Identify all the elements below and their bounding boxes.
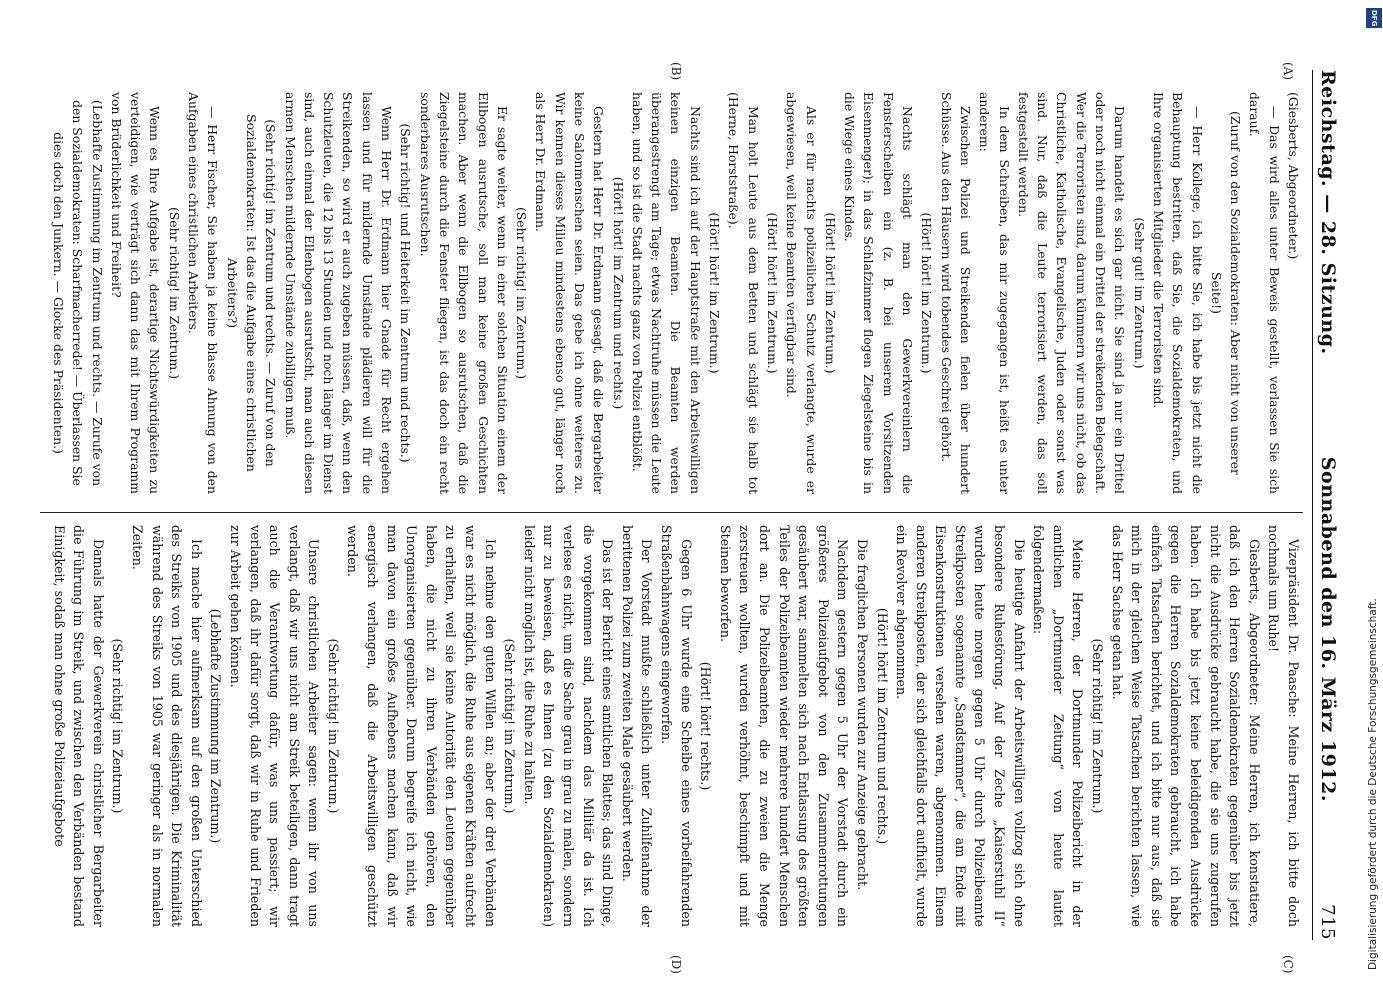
paragraph: Nachts sind ich auf der Hauptstraße mit den Arbeitswilligen keinen einzigen Beamten. Die Beamten werden überangestrengt am Tage; etwas Nachtruhe müssen die Leute haben, und so ist die Stadt nachts ganz von Polizei entblößt. bbox=[629, 92, 703, 494]
paragraph: Zwischen Polizei und Streikenden fielen über hundert Schüsse. Aus den Häusern wird tobendes Geschrei gehört. bbox=[938, 92, 973, 494]
page-header bbox=[1317, 70, 1351, 940]
interjection: (Hört! hört! im Zentrum und rechts.) bbox=[610, 176, 626, 410]
header-date: Sonnabend den 16. März 1912. bbox=[1317, 456, 1339, 802]
paragraph: Man holt Leute aus dem Betten und schlägt sie halb tot (Herne, Horststraße). bbox=[726, 92, 761, 494]
column-divider bbox=[40, 512, 1303, 513]
paragraph: Gegen 6 Uhr wurde eine Scheibe eines vorbeifahrenden Straßenbahnwagens eingeworfen. bbox=[659, 525, 694, 927]
interjection: (Hört! hört! im Zentrum.) bbox=[707, 212, 723, 374]
interjection: (Sehr richtig! und Heiterkeit im Zentrum und rechts.) bbox=[398, 123, 414, 463]
paragraph: Als er für nachts polizeilichen Schutz verlangte, wurde er abgewiesen, weil keine Beamten verfügbar sind. bbox=[784, 92, 819, 494]
paragraph: — Herr Fischer, Sie haben ja keine blasse Ahnung von den Aufgaben eines christlichen Arbeiters. bbox=[186, 92, 221, 494]
paragraph: Das ist der Bericht eines amtlichen Blattes; das sind Dinge, die vorgekommen sind, nachdem das Militär da ist. Ich verlese es nicht, um die Sache grau in grau zu malen, sondern nur zu beweisen, daß es Ihnen (zu den Sozialdemokraten) leider nicht möglich ist, die Ruhe zu halten. bbox=[521, 525, 616, 927]
paragraph: Er sagte weiter, wenn in einer solchen Situation einem der Ellbogen ausrutsche, soll man keine großen Geschichten machen. Aber wenn die Ellbogen so ausrutschen, daß die Ziegelsteine durch die Fenster fliegen, ist das doch ein recht sonderbares Ausrutschen. bbox=[417, 92, 510, 494]
interjection: (Lebhafte Zustimmung im Zentrum und rechts. — Zurufe von den Sozialdemokraten: Scharfmacherrede! — Überlassen Sie dies doch den Junkern. — Glocke des Präsidenten.) bbox=[51, 99, 105, 487]
paragraph: Vizepräsident Dr. Paasche: Meine Herren, ich bitte doch nochmals um Ruhe! bbox=[1266, 525, 1301, 927]
interjection: (Sehr gut! im Zentrum.) bbox=[1131, 217, 1147, 369]
paragraph: Unsere christlichen Arbeiter sagen: wenn ihr von uns verlangt, daß wir uns nicht am Streik beteiligen, dann tragt auch die Verantwortung dafür, was uns passiert; wir verlangen, daß ihr dafür sorgt, daß wir in Ruhe und Frieden zur Arbeit gehen können. bbox=[227, 525, 322, 927]
paragraph: (Giesberts, Abgeordneter.) bbox=[1286, 92, 1301, 260]
margin-mark-a: (A) bbox=[1281, 62, 1295, 81]
margin-mark-b: (B) bbox=[669, 62, 683, 81]
paragraph: Wenn Herr Dr. Erdmann hier Gnade für Recht ergehen lassen und für mildernde Umstände plädieren will für die Streikenden, so wird er auch zugeben müssen, daß, wenn den Schutzleuten, die 12 bis 13 Stunden und noch länger im Dienst sind, auch einmal der Ellenbogen ausrutscht, man auch diesen armen Menschen mildernde Umstände zubilligen muß. bbox=[282, 92, 395, 494]
interjection: (Sehr richtig! im Zentrum.) bbox=[514, 206, 530, 380]
paragraph: Darum handelt es sich gar nicht. Sie sind ja nur ein Drittel oder noch nicht einmal ein Drittel der streikenden Belegschaft. Wer die Terroristen sind, darum kümmern wir uns nicht, ob das Christliche, Katholische, Evangelische, Juden oder sonst was sind. Nur, daß die Leute terrorisiert werden, das soll festgestellt werden. bbox=[1015, 92, 1128, 494]
interjection: (Hört! hört! im Zentrum.) bbox=[822, 212, 838, 374]
margin-mark-d: (D) bbox=[669, 955, 683, 974]
interjection: (Sehr richtig! im Zentrum.) bbox=[110, 638, 126, 814]
left-text-column bbox=[49, 92, 1303, 494]
margin-mark-c: (C) bbox=[1281, 955, 1295, 974]
paragraph: — Das wird alles unter Beweis gestellt, verlassen Sie sich darauf. bbox=[1247, 92, 1282, 494]
paragraph: Wenn es Ihre Aufgabe ist, derartige Nichtswürdigkeiten zu verteidigen, wie verträgt sich dann das mit Ihrem Programm von Brüderlichkeit und Freiheit? bbox=[108, 92, 163, 494]
interjection: (Hört! hört! im Zentrum.) bbox=[919, 212, 935, 374]
interjection: (Zuruf von den Sozialdemokraten: Aber nicht von unserer Seite!) bbox=[1208, 111, 1244, 475]
interjection: (Hört! hört! rechts.) bbox=[698, 661, 714, 791]
header-left: Reichstag. — 28. Sitzung. bbox=[1317, 70, 1339, 355]
paragraph: Giesberts, Abgeordneter: Meine Herren, ich konstatiere, daß ich den Herren Sozialdemokraten gegenüber bis jetzt nicht die Ausdrücke gebraucht habe, die sie uns zugerufen haben. Ich habe bis jetzt keine beleidigenden Ausdrücke gegen die Herren Sozialdemokraten gebraucht, ich habe einfach Tatsachen berichtet, und ich bitte nur aus, daß sie mich in der gleichen Weise Tatsachen berichten lassen, wie das Herr Sachse getan hat. bbox=[1109, 525, 1262, 927]
paragraph: In dem Schreiben, das mir zugegangen ist, heißt es unter anderem: bbox=[977, 92, 1012, 494]
interjection: (Sehr richtig! im Zentrum und rechts. — Zuruf von den Sozialdemokraten: Ist das die Aufgabe eines christlichen Arbeiters?) bbox=[224, 114, 279, 472]
interjection: (Hört! hört! im Zentrum und rechts.) bbox=[874, 607, 890, 845]
paragraph: Meine Herren, der Dortmunder Polizeibericht in der amtlichen „Dortmunder Zeitung“ von heute lautet folgendermaßen: bbox=[1031, 525, 1086, 927]
interjection: (Hört! hört! im Zentrum.) bbox=[764, 212, 780, 374]
interjection: (Sehr richtig! im Zentrum.) bbox=[502, 638, 518, 814]
paragraph: — Herr Kollege, ich bitte Sie, ich habe bis jetzt nicht die Behauptung bestritten, daß Sie, die Sozialdemokraten, und Ihre organisierten Mitglieder die Terroristen sind. bbox=[1150, 92, 1205, 494]
paragraph: Gestern hat Herr Dr. Erdmann gesagt, daß die Bergarbeiter keine Salonmenschen seien. Das gebe ich ohne weiteres zu. Wir kennen dieses Milieu mindestens ebenso gut, länger noch als Herr Dr. Erdmann. bbox=[533, 92, 607, 494]
interjection: (Lebhafte Zustimmung im Zentrum.) bbox=[208, 608, 224, 844]
paragraph: Die fraglichen Personen wurden zur Anzeige gebracht. bbox=[854, 539, 870, 891]
interjection: (Sehr richtig! im Zentrum.) bbox=[1090, 638, 1106, 814]
interjection: (Sehr richtig! im Zentrum.) bbox=[166, 206, 182, 380]
interjection: (Sehr richtig! im Zentrum.) bbox=[325, 638, 341, 814]
paragraph: Nachts schlägt man den Gewerkvereinlern die Fensterscheiben ein (z. B. bei unserem Vorsitzenden Eisenmenger); in das Schlafzimmer flogen Ziegelsteine bis in die Wiege eines Kindes. bbox=[842, 92, 916, 494]
paragraph: Ich mache hier aufmerksam auf den großen Unterschied des Streiks von 1905 und des diesjährigen. Die Kriminalität während des Streiks von 1905 war geringer als in normalen Zeiten. bbox=[129, 525, 204, 927]
paragraph: Die heutige Anfahrt der Arbeitswilligen vollzog sich ohne besondere Ruhestörung. Auf der Zeche „Kaiserstuhl II“ wurden heute morgen gegen 5 Uhr durch Polizeibeamte Streikposten sogenannte „Sandstammer“, die am Ende mit Eisenkonstruktionen versehen waren, abgenommen. Einem anderen Streikposten, der sich gleichfalls dort aufhielt, wurde ein Revolver abgenommen. bbox=[894, 525, 1027, 927]
paragraph: Ich nehme den guten Willen an; aber der drei Verbänden war es nicht möglich, die Ruhe aus eigenen Kräften aufrecht zu erhalten, weil sie keine Autorität den Leuten gegenüber haben, die nicht zu ihren Verbänden gehören, den Unorganisierten gegenüber. Darum begreife ich nicht, wie man davon ein großes Aufhebens machen kann, daß wir energisch verlangen, daß die Arbeitswilligen geschützt werden. bbox=[345, 525, 498, 927]
dfg-logo: DFG bbox=[1366, 8, 1382, 28]
paragraph: Der Vorstadt mußte schließlich unter Zuhilfenahme der berittenen Polizei zum zweiten Male gesäubert werden. bbox=[619, 525, 655, 927]
paragraph: Damals hatte der Gewerkverein christlicher Bergarbeiter die Führung im Streik, und zwischen den Verbänden bestand Einigkeit, sodaß man ohne große Polizeiaufgebote bbox=[51, 525, 106, 927]
header-rule bbox=[1312, 70, 1313, 940]
right-text-column bbox=[49, 525, 1303, 927]
digitization-note: Digitalisierung gefördert durch die Deutsche Forschungsgemeinschaft. bbox=[1367, 598, 1379, 970]
page-number: 715 bbox=[1317, 904, 1338, 940]
paragraph: Nachdem gestern gegen 5 Uhr der Vorstadt durch ein größeres Polizeiaufgebot von den Zusammenrottungen gesäubert war, sammelten sich nach Entlassung des größten Teiles der Polizeibeamten wieder mehrere hundert Menschen dort an. Die Polizeibeamten, die zu zweien die Menge zerstreuen wollten, wurden verhöhnt, beschimpft und mit Steinen beworfen. bbox=[717, 525, 851, 927]
